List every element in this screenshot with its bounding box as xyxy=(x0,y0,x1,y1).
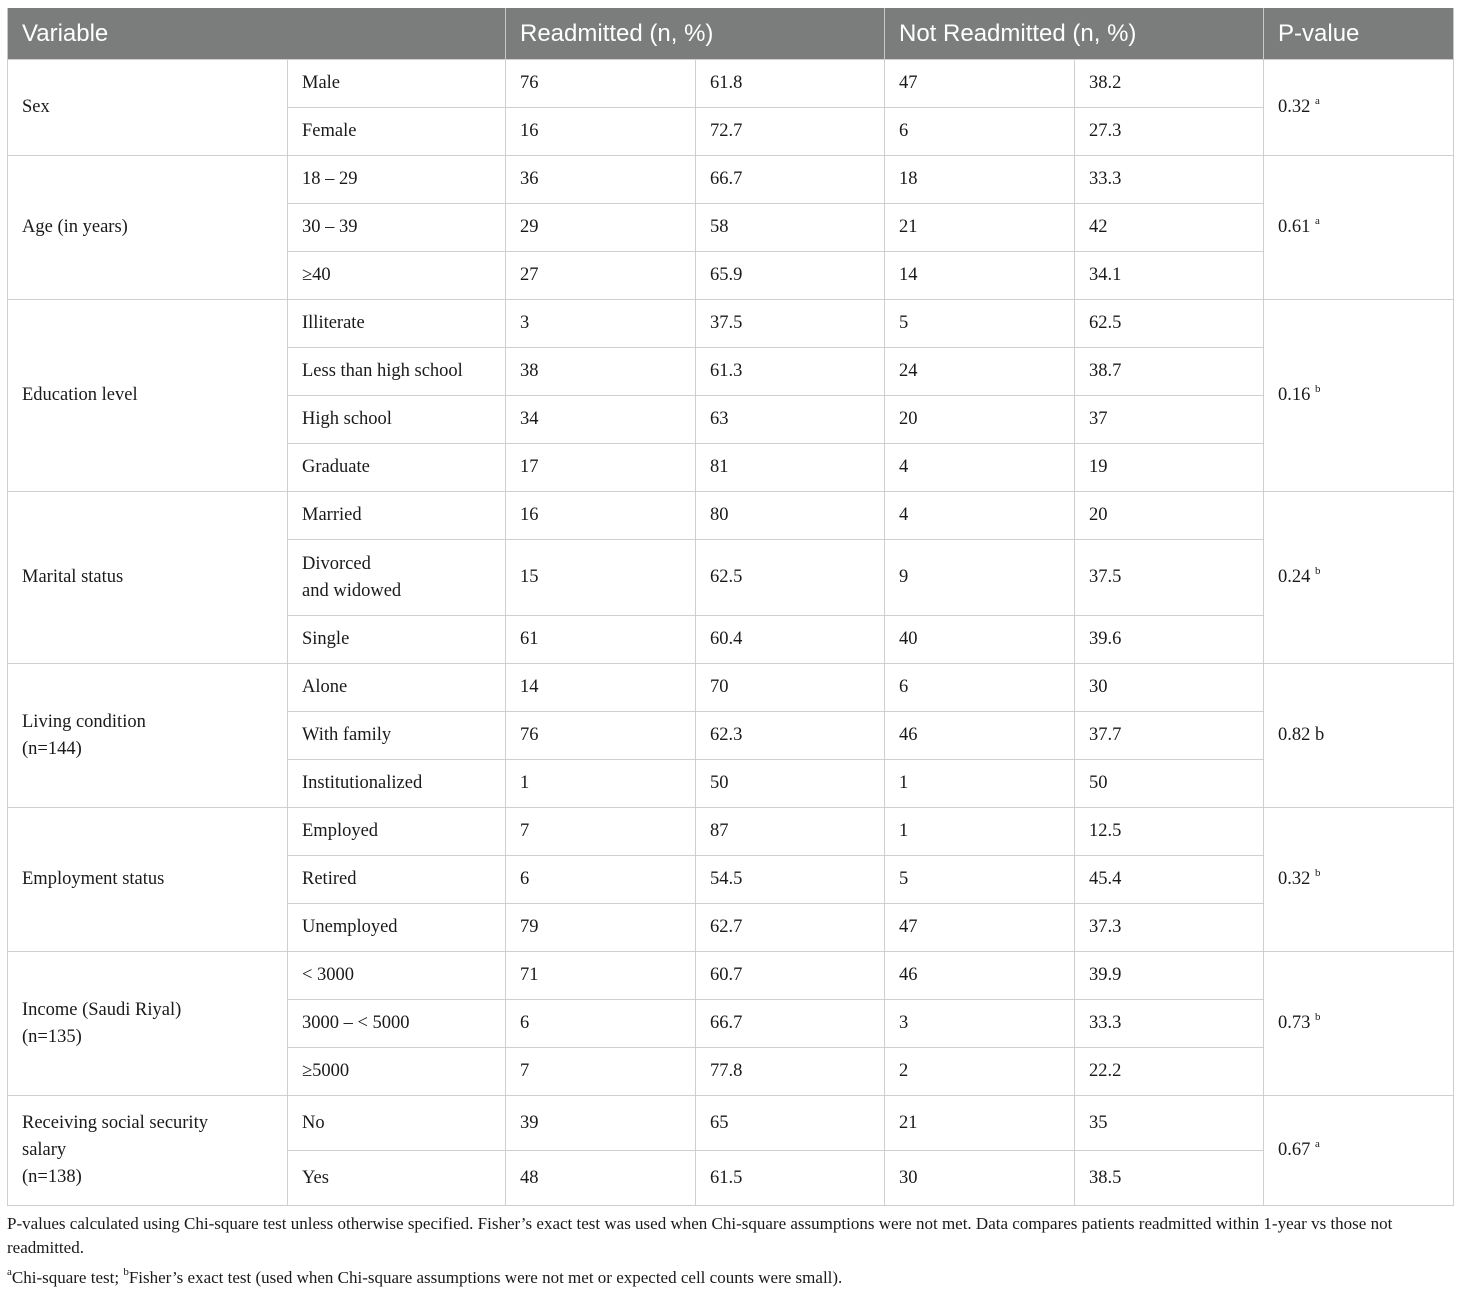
p-value: 0.32 xyxy=(1278,869,1311,889)
p-value: 0.24 xyxy=(1278,567,1311,587)
variable-cell xyxy=(8,492,288,664)
not-readmitted-n-cell: 46 xyxy=(885,952,1075,1000)
readmitted-pct-cell: 81 xyxy=(696,444,885,492)
readmitted-pct-cell: 66.7 xyxy=(696,1000,885,1048)
readmitted-pct-cell: 66.7 xyxy=(696,156,885,204)
readmitted-pct-cell: 65 xyxy=(696,1096,885,1151)
category-cell xyxy=(288,444,506,492)
table-row xyxy=(8,300,1454,348)
variable-label: salary xyxy=(22,1140,67,1160)
category-cell xyxy=(288,808,506,856)
readmitted-pct-cell: 37.5 xyxy=(696,300,885,348)
p-value-cell xyxy=(1264,492,1454,664)
category-label: Less than high school xyxy=(302,361,463,381)
p-value-superscript: a xyxy=(1315,95,1320,107)
variable-cell xyxy=(8,156,288,300)
category-cell xyxy=(288,1151,506,1206)
not-readmitted-pct-cell: 42 xyxy=(1075,204,1264,252)
variable-label: Income (Saudi Riyal) xyxy=(22,999,182,1020)
category-label: Yes xyxy=(302,1167,329,1188)
readmission-table xyxy=(7,8,1454,1206)
table-body xyxy=(8,60,1454,1206)
not-readmitted-pct-cell: 37.7 xyxy=(1075,712,1264,760)
category-label: With family xyxy=(302,725,392,745)
not-readmitted-n-cell: 21 xyxy=(885,1096,1075,1151)
readmitted-pct-cell: 62.7 xyxy=(696,904,885,952)
readmitted-n-cell: 79 xyxy=(506,904,696,952)
not-readmitted-pct-cell: 62.5 xyxy=(1075,300,1264,348)
readmitted-n-cell: 76 xyxy=(506,712,696,760)
readmitted-n-cell: 16 xyxy=(506,492,696,540)
category-cell xyxy=(288,492,506,540)
variable-label: Living condition xyxy=(22,711,146,732)
not-readmitted-pct-cell: 38.2 xyxy=(1075,60,1264,108)
header-not-readmitted: Not Readmitted (n, %) xyxy=(885,8,1264,60)
footnote-legend xyxy=(7,1266,1457,1290)
p-value-cell xyxy=(1264,156,1454,300)
category-cell xyxy=(288,1000,506,1048)
p-value-cell xyxy=(1264,952,1454,1096)
not-readmitted-pct-cell: 33.3 xyxy=(1075,156,1264,204)
not-readmitted-pct-cell: 22.2 xyxy=(1075,1048,1264,1096)
not-readmitted-pct-cell: 19 xyxy=(1075,444,1264,492)
not-readmitted-n-cell: 24 xyxy=(885,348,1075,396)
variable-cell xyxy=(8,60,288,156)
readmitted-n-cell: 1 xyxy=(506,760,696,808)
not-readmitted-pct-cell: 37.3 xyxy=(1075,904,1264,952)
readmitted-pct-cell: 61.3 xyxy=(696,348,885,396)
readmitted-n-cell: 71 xyxy=(506,952,696,1000)
variable-cell xyxy=(8,952,288,1096)
readmitted-pct-cell: 61.5 xyxy=(696,1151,885,1206)
variable-cell xyxy=(8,1096,288,1206)
readmitted-pct-cell: 54.5 xyxy=(696,856,885,904)
p-value-superscript: b xyxy=(1315,565,1321,577)
not-readmitted-n-cell: 21 xyxy=(885,204,1075,252)
variable-label: Sex xyxy=(22,97,50,117)
p-value-cell xyxy=(1264,300,1454,492)
readmitted-pct-cell: 50 xyxy=(696,760,885,808)
p-value-cell xyxy=(1264,808,1454,952)
not-readmitted-pct-cell: 12.5 xyxy=(1075,808,1264,856)
category-label: Unemployed xyxy=(302,917,398,937)
p-value-superscript: a xyxy=(1315,215,1320,227)
category-cell xyxy=(288,856,506,904)
not-readmitted-n-cell: 1 xyxy=(885,808,1075,856)
readmitted-n-cell: 6 xyxy=(506,1000,696,1048)
table-row xyxy=(8,60,1454,108)
footnote-b-text: Fisher’s exact test (used when Chi-square assumptions were not met or expected cell counts were small). xyxy=(128,1268,843,1287)
not-readmitted-n-cell: 14 xyxy=(885,252,1075,300)
category-label: Divorced and widowed xyxy=(302,553,402,601)
category-cell xyxy=(288,252,506,300)
footnote-a-text: Chi-square test; xyxy=(11,1268,124,1287)
table-container xyxy=(7,8,1453,1206)
header-p-value: P-value xyxy=(1264,8,1454,60)
not-readmitted-n-cell: 47 xyxy=(885,60,1075,108)
readmitted-pct-cell: 60.4 xyxy=(696,616,885,664)
readmitted-n-cell: 34 xyxy=(506,396,696,444)
not-readmitted-pct-cell: 27.3 xyxy=(1075,108,1264,156)
category-label: 30 – 39 xyxy=(302,217,358,237)
variable-label: (n=144) xyxy=(22,738,82,759)
category-label: ≥5000 xyxy=(302,1061,350,1081)
not-readmitted-n-cell: 3 xyxy=(885,1000,1075,1048)
readmitted-n-cell: 17 xyxy=(506,444,696,492)
category-label: Retired xyxy=(302,869,357,889)
category-cell xyxy=(288,616,506,664)
not-readmitted-pct-cell: 45.4 xyxy=(1075,856,1264,904)
not-readmitted-n-cell: 40 xyxy=(885,616,1075,664)
readmitted-n-cell: 61 xyxy=(506,616,696,664)
category-label: Male xyxy=(302,73,341,93)
category-cell xyxy=(288,904,506,952)
not-readmitted-n-cell: 46 xyxy=(885,712,1075,760)
p-value-cell xyxy=(1264,1096,1454,1206)
not-readmitted-n-cell: 6 xyxy=(885,664,1075,712)
readmitted-pct-cell: 65.9 xyxy=(696,252,885,300)
p-value: 0.67 xyxy=(1278,1140,1311,1160)
variable-label: Education level xyxy=(22,385,138,405)
p-value-superscript: b xyxy=(1315,383,1321,395)
category-label: Employed xyxy=(302,821,379,841)
not-readmitted-n-cell: 5 xyxy=(885,300,1075,348)
not-readmitted-n-cell: 18 xyxy=(885,156,1075,204)
readmitted-n-cell: 76 xyxy=(506,60,696,108)
readmitted-pct-cell: 62.5 xyxy=(696,540,885,616)
variable-cell xyxy=(8,300,288,492)
readmitted-pct-cell: 70 xyxy=(696,664,885,712)
readmitted-n-cell: 14 xyxy=(506,664,696,712)
not-readmitted-pct-cell: 20 xyxy=(1075,492,1264,540)
not-readmitted-pct-cell: 37.5 xyxy=(1075,540,1264,616)
p-value: 0.61 xyxy=(1278,217,1311,237)
not-readmitted-pct-cell: 50 xyxy=(1075,760,1264,808)
category-label: Graduate xyxy=(302,457,370,477)
category-label: High school xyxy=(302,409,392,429)
readmitted-n-cell: 15 xyxy=(506,540,696,616)
not-readmitted-n-cell: 5 xyxy=(885,856,1075,904)
not-readmitted-pct-cell: 34.1 xyxy=(1075,252,1264,300)
readmitted-n-cell: 48 xyxy=(506,1151,696,1206)
category-cell xyxy=(288,348,506,396)
variable-label: Employment status xyxy=(22,869,165,889)
category-cell xyxy=(288,300,506,348)
readmitted-n-cell: 16 xyxy=(506,108,696,156)
readmitted-pct-cell: 80 xyxy=(696,492,885,540)
category-label: ≥40 xyxy=(302,265,331,285)
p-value: 0.73 xyxy=(1278,1013,1311,1033)
category-cell xyxy=(288,1096,506,1151)
category-cell xyxy=(288,108,506,156)
not-readmitted-pct-cell: 37 xyxy=(1075,396,1264,444)
not-readmitted-pct-cell: 39.6 xyxy=(1075,616,1264,664)
category-label: Married xyxy=(302,505,362,525)
not-readmitted-pct-cell: 39.9 xyxy=(1075,952,1264,1000)
readmitted-n-cell: 3 xyxy=(506,300,696,348)
readmitted-pct-cell: 63 xyxy=(696,396,885,444)
category-label: Female xyxy=(302,121,357,141)
variable-label: Receiving social security xyxy=(22,1113,208,1133)
header-row xyxy=(8,8,1454,60)
variable-cell xyxy=(8,808,288,952)
p-value-superscript: a xyxy=(1315,1138,1320,1150)
category-label: No xyxy=(302,1112,325,1133)
p-value: 0.16 xyxy=(1278,385,1311,405)
variable-cell xyxy=(8,664,288,808)
readmitted-n-cell: 6 xyxy=(506,856,696,904)
category-cell xyxy=(288,952,506,1000)
readmitted-pct-cell: 62.3 xyxy=(696,712,885,760)
table-row xyxy=(8,808,1454,856)
readmitted-n-cell: 39 xyxy=(506,1096,696,1151)
category-label: Single xyxy=(302,629,350,649)
table-row xyxy=(8,952,1454,1000)
p-value-superscript: b xyxy=(1315,867,1321,879)
not-readmitted-n-cell: 2 xyxy=(885,1048,1075,1096)
not-readmitted-pct-cell: 35 xyxy=(1075,1096,1264,1151)
variable-label: (n=138) xyxy=(22,1167,82,1187)
variable-label: Age (in years) xyxy=(22,217,128,237)
category-cell xyxy=(288,204,506,252)
variable-label: Marital status xyxy=(22,567,124,587)
category-label: < 3000 xyxy=(302,965,355,985)
not-readmitted-pct-cell: 30 xyxy=(1075,664,1264,712)
category-label: Illiterate xyxy=(302,313,365,333)
not-readmitted-n-cell: 20 xyxy=(885,396,1075,444)
readmitted-n-cell: 7 xyxy=(506,1048,696,1096)
header-variable: Variable xyxy=(8,8,506,60)
category-cell xyxy=(288,540,506,616)
category-label: Institutionalized xyxy=(302,773,423,793)
readmitted-pct-cell: 87 xyxy=(696,808,885,856)
readmitted-pct-cell: 60.7 xyxy=(696,952,885,1000)
category-label: Alone xyxy=(302,677,348,697)
table-row xyxy=(8,664,1454,712)
p-value-superscript: b xyxy=(1315,1011,1321,1023)
category-cell xyxy=(288,664,506,712)
footnote-b-marker: b xyxy=(123,1266,129,1278)
category-cell xyxy=(288,396,506,444)
readmitted-n-cell: 7 xyxy=(506,808,696,856)
not-readmitted-n-cell: 6 xyxy=(885,108,1075,156)
variable-label: (n=135) xyxy=(22,1026,82,1047)
category-cell xyxy=(288,156,506,204)
category-label: 18 – 29 xyxy=(302,169,358,189)
not-readmitted-n-cell: 1 xyxy=(885,760,1075,808)
readmitted-pct-cell: 58 xyxy=(696,204,885,252)
not-readmitted-n-cell: 47 xyxy=(885,904,1075,952)
not-readmitted-pct-cell: 38.7 xyxy=(1075,348,1264,396)
p-value: 0.32 xyxy=(1278,97,1311,117)
not-readmitted-n-cell: 4 xyxy=(885,444,1075,492)
not-readmitted-pct-cell: 33.3 xyxy=(1075,1000,1264,1048)
table-row xyxy=(8,492,1454,540)
category-label: 3000 – < 5000 xyxy=(302,1013,410,1033)
p-value: 0.82 b xyxy=(1278,725,1325,745)
readmitted-n-cell: 29 xyxy=(506,204,696,252)
footnotes xyxy=(7,1212,1457,1290)
p-value-cell xyxy=(1264,60,1454,156)
category-cell xyxy=(288,60,506,108)
not-readmitted-n-cell: 4 xyxy=(885,492,1075,540)
not-readmitted-n-cell: 9 xyxy=(885,540,1075,616)
footnote-main: P-values calculated using Chi-square test unless otherwise specified. Fisher’s exact test was used when Chi-square assumptions were not met. Data compares patients readmitted within 1-year vs those not readmitted. xyxy=(7,1214,1393,1257)
not-readmitted-n-cell: 30 xyxy=(885,1151,1075,1206)
p-value-cell xyxy=(1264,664,1454,808)
header-readmitted: Readmitted (n, %) xyxy=(506,8,885,60)
not-readmitted-pct-cell: 38.5 xyxy=(1075,1151,1264,1206)
category-cell xyxy=(288,712,506,760)
table-row xyxy=(8,156,1454,204)
category-cell xyxy=(288,1048,506,1096)
readmitted-pct-cell: 72.7 xyxy=(696,108,885,156)
footnote-a-marker: a xyxy=(7,1266,12,1278)
readmitted-pct-cell: 77.8 xyxy=(696,1048,885,1096)
table-row xyxy=(8,1096,1454,1151)
readmitted-n-cell: 36 xyxy=(506,156,696,204)
readmitted-pct-cell: 61.8 xyxy=(696,60,885,108)
readmitted-n-cell: 38 xyxy=(506,348,696,396)
category-cell xyxy=(288,760,506,808)
readmitted-n-cell: 27 xyxy=(506,252,696,300)
